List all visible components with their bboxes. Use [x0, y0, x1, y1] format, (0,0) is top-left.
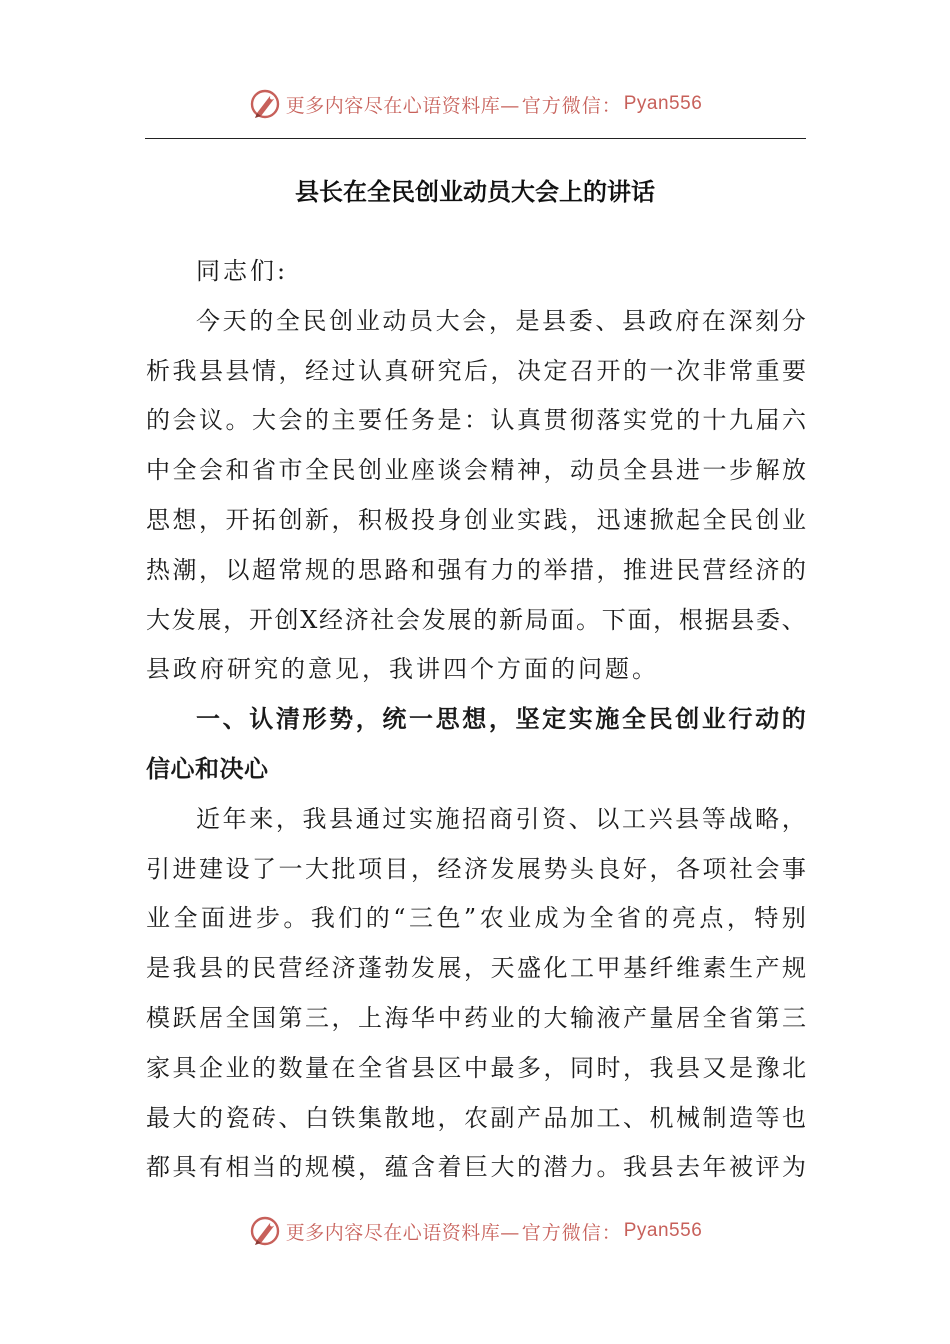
banner-wechat-id: Pyan556 — [623, 1220, 703, 1241]
body-line: 析 我 县 县 情 ， 经 过 认 真 研 究 后 ， 决 定 召 开 的 一 次 非 常 重 要 — [146, 356, 806, 385]
document-title: 县长在全民创业动员大会上的讲话 — [295, 178, 655, 206]
body-line: 是 我 县 的 民 营 经 济 蓬 勃 发 展 ， 天 盛 化 工 甲 基 纤 维 素 生 产 规 — [146, 954, 806, 983]
body-line: 中 全 会 和 省 市 全 民 创 业 座 谈 会 精 神 ， 动 员 全 县 进 一 步 解 放 — [146, 456, 806, 485]
banner-wechat-id: Pyan556 — [623, 93, 703, 114]
salutation-line: 同志们: — [196, 257, 289, 285]
body-line: 家 具 企 业 的 数 量 在 全 省 县 区 中 最 多 ， 同 时 ， 我 县 又 是 豫 北 — [146, 1053, 806, 1082]
body-line: 最 大 的 瓷 砖 、 白 铁 集 散 地 ， 农 副 产 品 加 工 、 机 械 制 造 等 也 — [146, 1103, 806, 1132]
body-line: 引 进 建 设 了 一 大 批 项 目 ， 经 济 发 展 势 头 良 好 ， 各 项 社 会 事 — [146, 854, 806, 883]
header-divider — [145, 138, 806, 139]
body-line: 的 会 议 。 大 会 的 主 要 任 务 是 ： 认 真 贯 彻 落 实 党 的 十 九 届 六 — [146, 406, 806, 435]
banner-wechat-label: 官方微信： — [521, 1221, 622, 1244]
body-line: 县政府研究的意见，我讲四个方面的问题。 — [146, 655, 659, 684]
banner-wechat-label: 官方微信： — [521, 94, 622, 117]
pen-logo-icon — [248, 87, 282, 121]
body-line: 大 发 展 ， 开 创 X 经 济 社 会 发 展 的 新 局 面 。 下 面 ， 根 据 县 委 、 — [146, 605, 806, 634]
body-line: 业 全 面 进 步 。 我 们 的 “ 三 色 ” 农 业 成 为 全 省 的 亮 点 ， 特 别 — [146, 904, 806, 933]
footer-watermark-banner — [0, 1211, 950, 1251]
pen-logo-icon — [248, 1214, 282, 1248]
body-line: 近 年 来 ， 我 县 通 过 实 施 招 商 引 资 、 以 工 兴 县 等 战 略 ， — [196, 804, 806, 833]
body-line: 今 天 的 全 民 创 业 动 员 大 会 ， 是 县 委 、 县 政 府 在 深 刻 分 — [196, 306, 806, 335]
body-line: 都 具 有 相 当 的 规 模 ， 蕴 含 着 巨 大 的 潜 力 。 我 县 去 年 被 评 为 — [146, 1153, 806, 1182]
header-watermark-banner — [0, 84, 950, 124]
body-line: 热 潮 ， 以 超 常 规 的 思 路 和 强 有 力 的 举 措 ， 推 进 民 营 经 济 的 — [146, 555, 806, 584]
banner-site-text: 更多内容尽在心语资料库— — [285, 94, 520, 117]
banner-site-text: 更多内容尽在心语资料库— — [285, 1221, 520, 1244]
body-line: 思 想 ， 开 拓 创 新 ， 积 极 投 身 创 业 实 践 ， 迅 速 掀 起 全 民 创 业 — [146, 505, 806, 534]
section-heading-line: 一 、 认 清 形 势 ， 统 一 思 想 ， 坚 定 实 施 全 民 创 业 行 动 的 — [196, 705, 806, 734]
section-heading-line: 信心和决心 — [146, 754, 269, 783]
body-line: 模 跃 居 全 国 第 三 ， 上 海 华 中 药 业 的 大 输 液 产 量 居 全 省 第 三 — [146, 1003, 806, 1032]
document-body — [146, 247, 806, 1193]
